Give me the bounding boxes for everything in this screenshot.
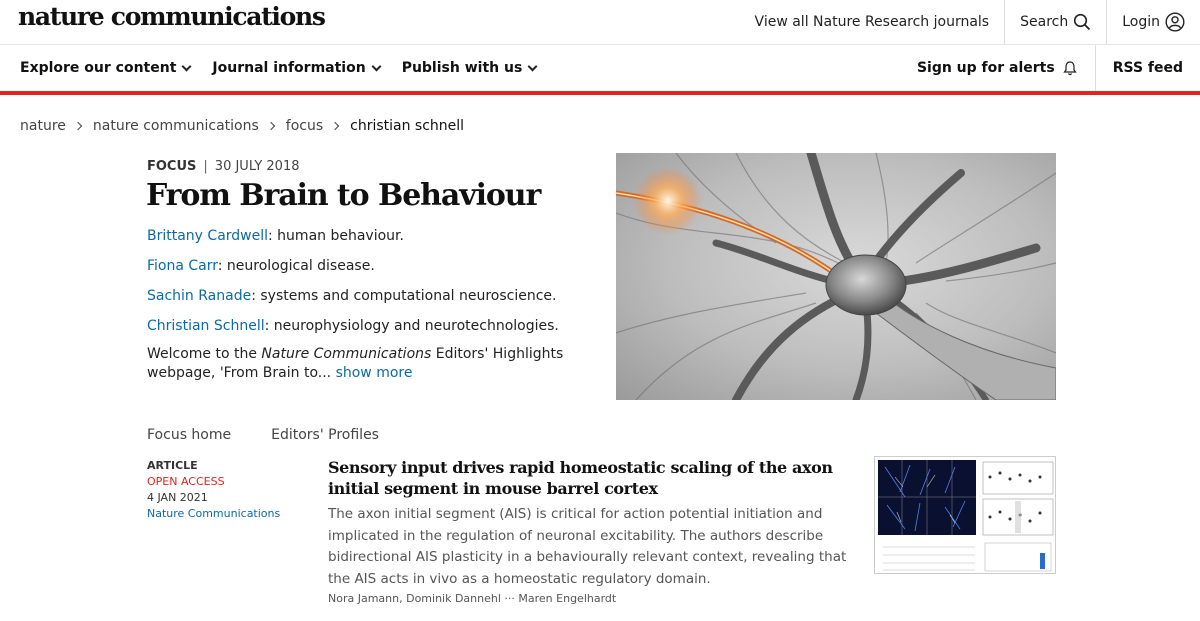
editor-link-ranade[interactable]: Sachin Ranade — [147, 288, 252, 304]
intro-prefix: Welcome to the — [147, 346, 262, 362]
main-nav — [0, 45, 1200, 95]
search-label: Search — [1020, 14, 1069, 30]
site-logo[interactable]: nature communications — [18, 2, 325, 31]
search-icon — [1073, 13, 1091, 31]
open-access-badge: OPEN ACCESS — [147, 475, 225, 488]
journal-information-menu[interactable] — [212, 60, 379, 76]
publish-with-us-label: Publish with us — [401, 60, 523, 76]
focus-intro — [147, 345, 567, 383]
article-date: 4 JAN 2021 — [147, 491, 208, 504]
sign-up-alerts-link[interactable] — [900, 45, 1095, 91]
editors-list — [147, 227, 587, 347]
focus-meta — [147, 159, 300, 174]
breadcrumb-current: christian schnell — [350, 118, 465, 134]
tab-focus-home[interactable]: Focus home — [147, 427, 232, 443]
editor-link-schnell[interactable]: Christian Schnell — [147, 318, 265, 334]
editor-area: : neurophysiology and neurotechnologies. — [264, 318, 559, 334]
chevron-down-icon — [371, 61, 381, 71]
bell-icon — [1062, 60, 1078, 76]
breadcrumb-item-focus[interactable]: focus — [285, 118, 324, 134]
breadcrumb — [20, 118, 464, 134]
editor-link-carr[interactable]: Fiona Carr — [147, 258, 218, 274]
breadcrumb-item-nature-communications[interactable]: nature communications — [92, 118, 259, 134]
article-authors: Nora Jamann, Dominik Dannehl ··· Maren Engelhardt — [328, 592, 617, 605]
view-all-journals-link[interactable] — [740, 0, 1005, 44]
editor-area: : human behaviour. — [268, 228, 404, 244]
editor-item — [147, 317, 587, 347]
neuron-illustration — [616, 153, 1056, 400]
hero-neuron-image — [616, 153, 1056, 400]
user-icon — [1165, 12, 1185, 32]
article-thumbnail[interactable] — [874, 456, 1056, 574]
top-bar — [0, 0, 1200, 45]
focus-tabs — [147, 427, 379, 443]
article-meta — [147, 458, 307, 522]
meta-divider: | — [203, 159, 208, 174]
tab-editors-profiles[interactable]: Editors' Profiles — [271, 427, 379, 443]
chevron-down-icon — [528, 61, 538, 71]
chevron-right-icon — [267, 122, 275, 130]
intro-suffix: Editors' Highlights webpage, 'From Brain to... — [147, 346, 564, 381]
publish-with-us-menu[interactable] — [402, 60, 537, 76]
sign-up-alerts-label: Sign up for alerts — [916, 60, 1055, 76]
view-all-journals-label: View all Nature Research journals — [754, 14, 990, 30]
page-title: From Brain to Behaviour — [146, 178, 541, 213]
editor-area: : systems and computational neuroscience. — [251, 288, 557, 304]
chevron-right-icon — [74, 122, 82, 130]
focus-date: 30 JULY 2018 — [214, 159, 300, 174]
rss-feed-label: RSS feed — [1112, 60, 1183, 76]
article-title-link[interactable]: Sensory input drives rapid homeostatic scaling of the axon initial segment in mouse barrel cortex — [328, 458, 833, 498]
explore-content-menu[interactable] — [20, 60, 190, 76]
show-more-link[interactable]: show more — [335, 365, 413, 381]
top-links — [740, 0, 1200, 44]
editor-area: : neurological disease. — [217, 258, 375, 274]
chevron-down-icon — [182, 61, 192, 71]
article-type: ARTICLE — [147, 459, 198, 472]
login-label: Login — [1122, 14, 1160, 30]
figure-thumbnail-graphic — [875, 457, 1056, 574]
editor-item — [147, 227, 587, 257]
chevron-right-icon — [331, 122, 339, 130]
intro-journal-name: Nature Communications — [261, 346, 432, 362]
editor-item — [147, 287, 587, 317]
search-button[interactable] — [1004, 0, 1106, 44]
focus-type-label: FOCUS — [147, 159, 197, 174]
rss-feed-link[interactable] — [1095, 45, 1200, 91]
login-button[interactable] — [1106, 0, 1200, 44]
journal-information-label: Journal information — [212, 60, 366, 76]
breadcrumb-item-nature[interactable]: nature — [20, 118, 66, 134]
explore-content-label: Explore our content — [20, 60, 177, 76]
editor-link-cardwell[interactable]: Brittany Cardwell — [147, 228, 269, 244]
editor-item — [147, 257, 587, 287]
article-journal-link[interactable]: Nature Communications — [147, 507, 281, 520]
article-abstract: The axon initial segment (AIS) is critical for action potential initiation and implicated in the regulation of neuronal excitability. The authors describe bidirectional AIS plasticity in a behaviourally relevant context, revealing that the AIS acts in vivo as a homeostatic regulatory domain. — [328, 506, 847, 587]
